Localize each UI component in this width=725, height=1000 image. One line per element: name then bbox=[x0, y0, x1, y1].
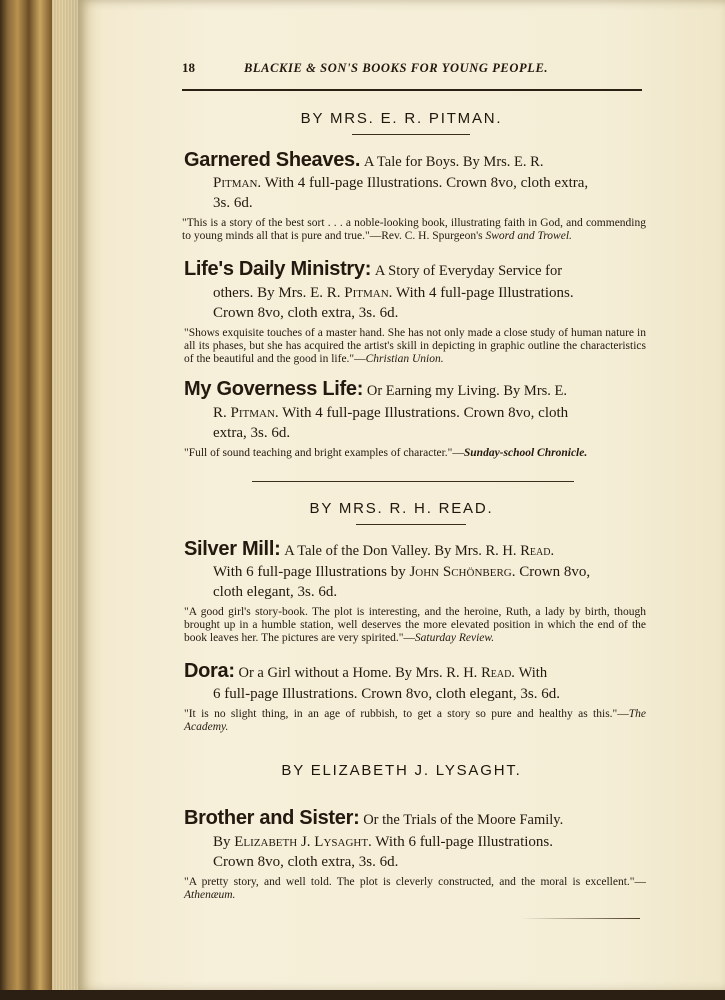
entry-desc: Or a Girl without a Home. By Mrs. R. H. bbox=[238, 665, 478, 681]
review-quote: "This is a story of the best sort . . . a noble-looking book, illustrating faith in God, and commending to young minds all that is pure and true."—Rev. C. H. Spurgeon's bbox=[182, 217, 646, 242]
entry-title: Dora: bbox=[184, 660, 235, 682]
entry-details: Crown 8vo, bbox=[519, 564, 591, 580]
author-name: Pitman. bbox=[213, 175, 262, 191]
entry-details: 6 full-page Illustrations. Crown 8vo, cloth elegant, 3s. 6d. bbox=[213, 686, 561, 702]
author-name: Read. bbox=[481, 665, 515, 681]
entry-title: Garnered Sheaves. bbox=[184, 149, 361, 171]
author-heading-lysaght: BY ELIZABETH J. LYSAGHT. bbox=[281, 762, 522, 779]
running-head-rule bbox=[182, 89, 642, 91]
entry-lifes-daily-ministry bbox=[184, 259, 646, 366]
review bbox=[184, 606, 646, 645]
entry-desc: A Tale for Boys. By Mrs. E. R. bbox=[363, 154, 544, 170]
section-rule bbox=[352, 134, 470, 135]
entry-details: others. By Mrs. E. R. bbox=[213, 285, 341, 301]
section-rule bbox=[356, 524, 466, 525]
review-source: Athenæum. bbox=[184, 889, 236, 901]
entry-garnered-sheaves bbox=[184, 150, 646, 243]
entry-desc: A Tale of the Don Valley. By Mrs. R. H. bbox=[284, 543, 517, 559]
entry-details: Crown 8vo, cloth extra, 3s. 6d. bbox=[213, 305, 399, 321]
review bbox=[182, 217, 646, 243]
section-divider bbox=[252, 481, 574, 482]
author-name: R. Pitman. bbox=[213, 405, 279, 421]
review-quote: "Shows exquisite touches of a master hand. She has not only made a close study of human nature in all its phases, but she has acquired the artist's skill in depicting in graphic outline the characteristics of the beautiful and the good in life."— bbox=[184, 327, 646, 365]
review-quote: "A pretty story, and well told. The plot is cleverly constructed, and the moral is excellent."— bbox=[184, 876, 646, 888]
author-name: Elizabeth J. Lysaght. bbox=[234, 834, 372, 850]
entry-my-governess-life bbox=[184, 379, 646, 460]
entry-desc: With bbox=[518, 665, 548, 681]
entry-dora bbox=[184, 661, 646, 734]
illustrator-name: John Schönberg. bbox=[409, 564, 516, 580]
author-heading-read: BY MRS. R. H. READ. bbox=[309, 500, 494, 517]
author-name: Pitman. bbox=[344, 285, 393, 301]
entry-details: extra, 3s. 6d. bbox=[213, 425, 291, 441]
review-source: The Academy. bbox=[184, 708, 646, 733]
review bbox=[184, 327, 646, 366]
entry-price: 3s. 6d. bbox=[213, 195, 253, 211]
entry-desc: Or the Trials of the Moore Family. bbox=[363, 812, 564, 828]
review-quote: "Full of sound teaching and bright examples of character."— bbox=[184, 447, 464, 459]
page-bottom-shadow bbox=[0, 990, 725, 1000]
review bbox=[184, 447, 646, 460]
entry-details: With 4 full-page Illustrations. bbox=[395, 285, 574, 301]
page-edges bbox=[52, 0, 78, 1000]
entry-silver-mill bbox=[184, 539, 646, 645]
review-source: Christian Union. bbox=[365, 353, 444, 365]
entry-details: With 6 full-page Illustrations. bbox=[375, 834, 553, 850]
page-number-text: 18 bbox=[182, 60, 195, 75]
review bbox=[184, 708, 646, 734]
review-source: Saturday Review. bbox=[414, 632, 495, 644]
entry-details: With 4 full-page Illustrations. Crown 8vo, cloth bbox=[282, 405, 569, 421]
review-source: Sunday-school Chronicle. bbox=[463, 447, 588, 459]
review-source: Sword and Trowel. bbox=[485, 230, 572, 242]
entry-desc: A Story of Everyday Service for bbox=[374, 263, 563, 279]
entry-title: My Governess Life: bbox=[184, 378, 364, 400]
entry-title: Life's Daily Ministry: bbox=[184, 258, 372, 280]
entry-details: With 4 full-page Illustrations. Crown 8vo, cloth extra, bbox=[264, 175, 589, 191]
entry-details: By bbox=[213, 834, 231, 850]
entry-details: cloth elegant, 3s. 6d. bbox=[213, 584, 338, 600]
author-heading-pitman: BY MRS. E. R. PITMAN. bbox=[300, 110, 503, 127]
entry-details: With 6 full-page Illustrations by bbox=[213, 564, 406, 580]
entry-details: Crown 8vo, cloth extra, 3s. 6d. bbox=[213, 854, 399, 870]
author-name: Read. bbox=[520, 543, 555, 559]
entry-title: Brother and Sister: bbox=[184, 807, 360, 829]
entry-brother-and-sister bbox=[184, 808, 646, 902]
review-quote: "It is no slight thing, in an age of rubbish, to get a story so pure and healthy as this."— bbox=[184, 708, 629, 720]
review bbox=[184, 876, 646, 902]
running-title: BLACKIE & SON'S BOOKS FOR YOUNG PEOPLE. bbox=[244, 61, 549, 75]
entry-desc: Or Earning my Living. By Mrs. E. bbox=[366, 383, 568, 399]
entry-title: Silver Mill: bbox=[184, 538, 281, 560]
review-quote: "A good girl's story-book. The plot is interesting, and the heroine, Ruth, a lady by birth, though brought up in a humble station, well deserves the more elevated position in which the end of the book leaves her. The pictures are very spirited."— bbox=[184, 606, 646, 644]
bottom-rule bbox=[520, 918, 640, 919]
